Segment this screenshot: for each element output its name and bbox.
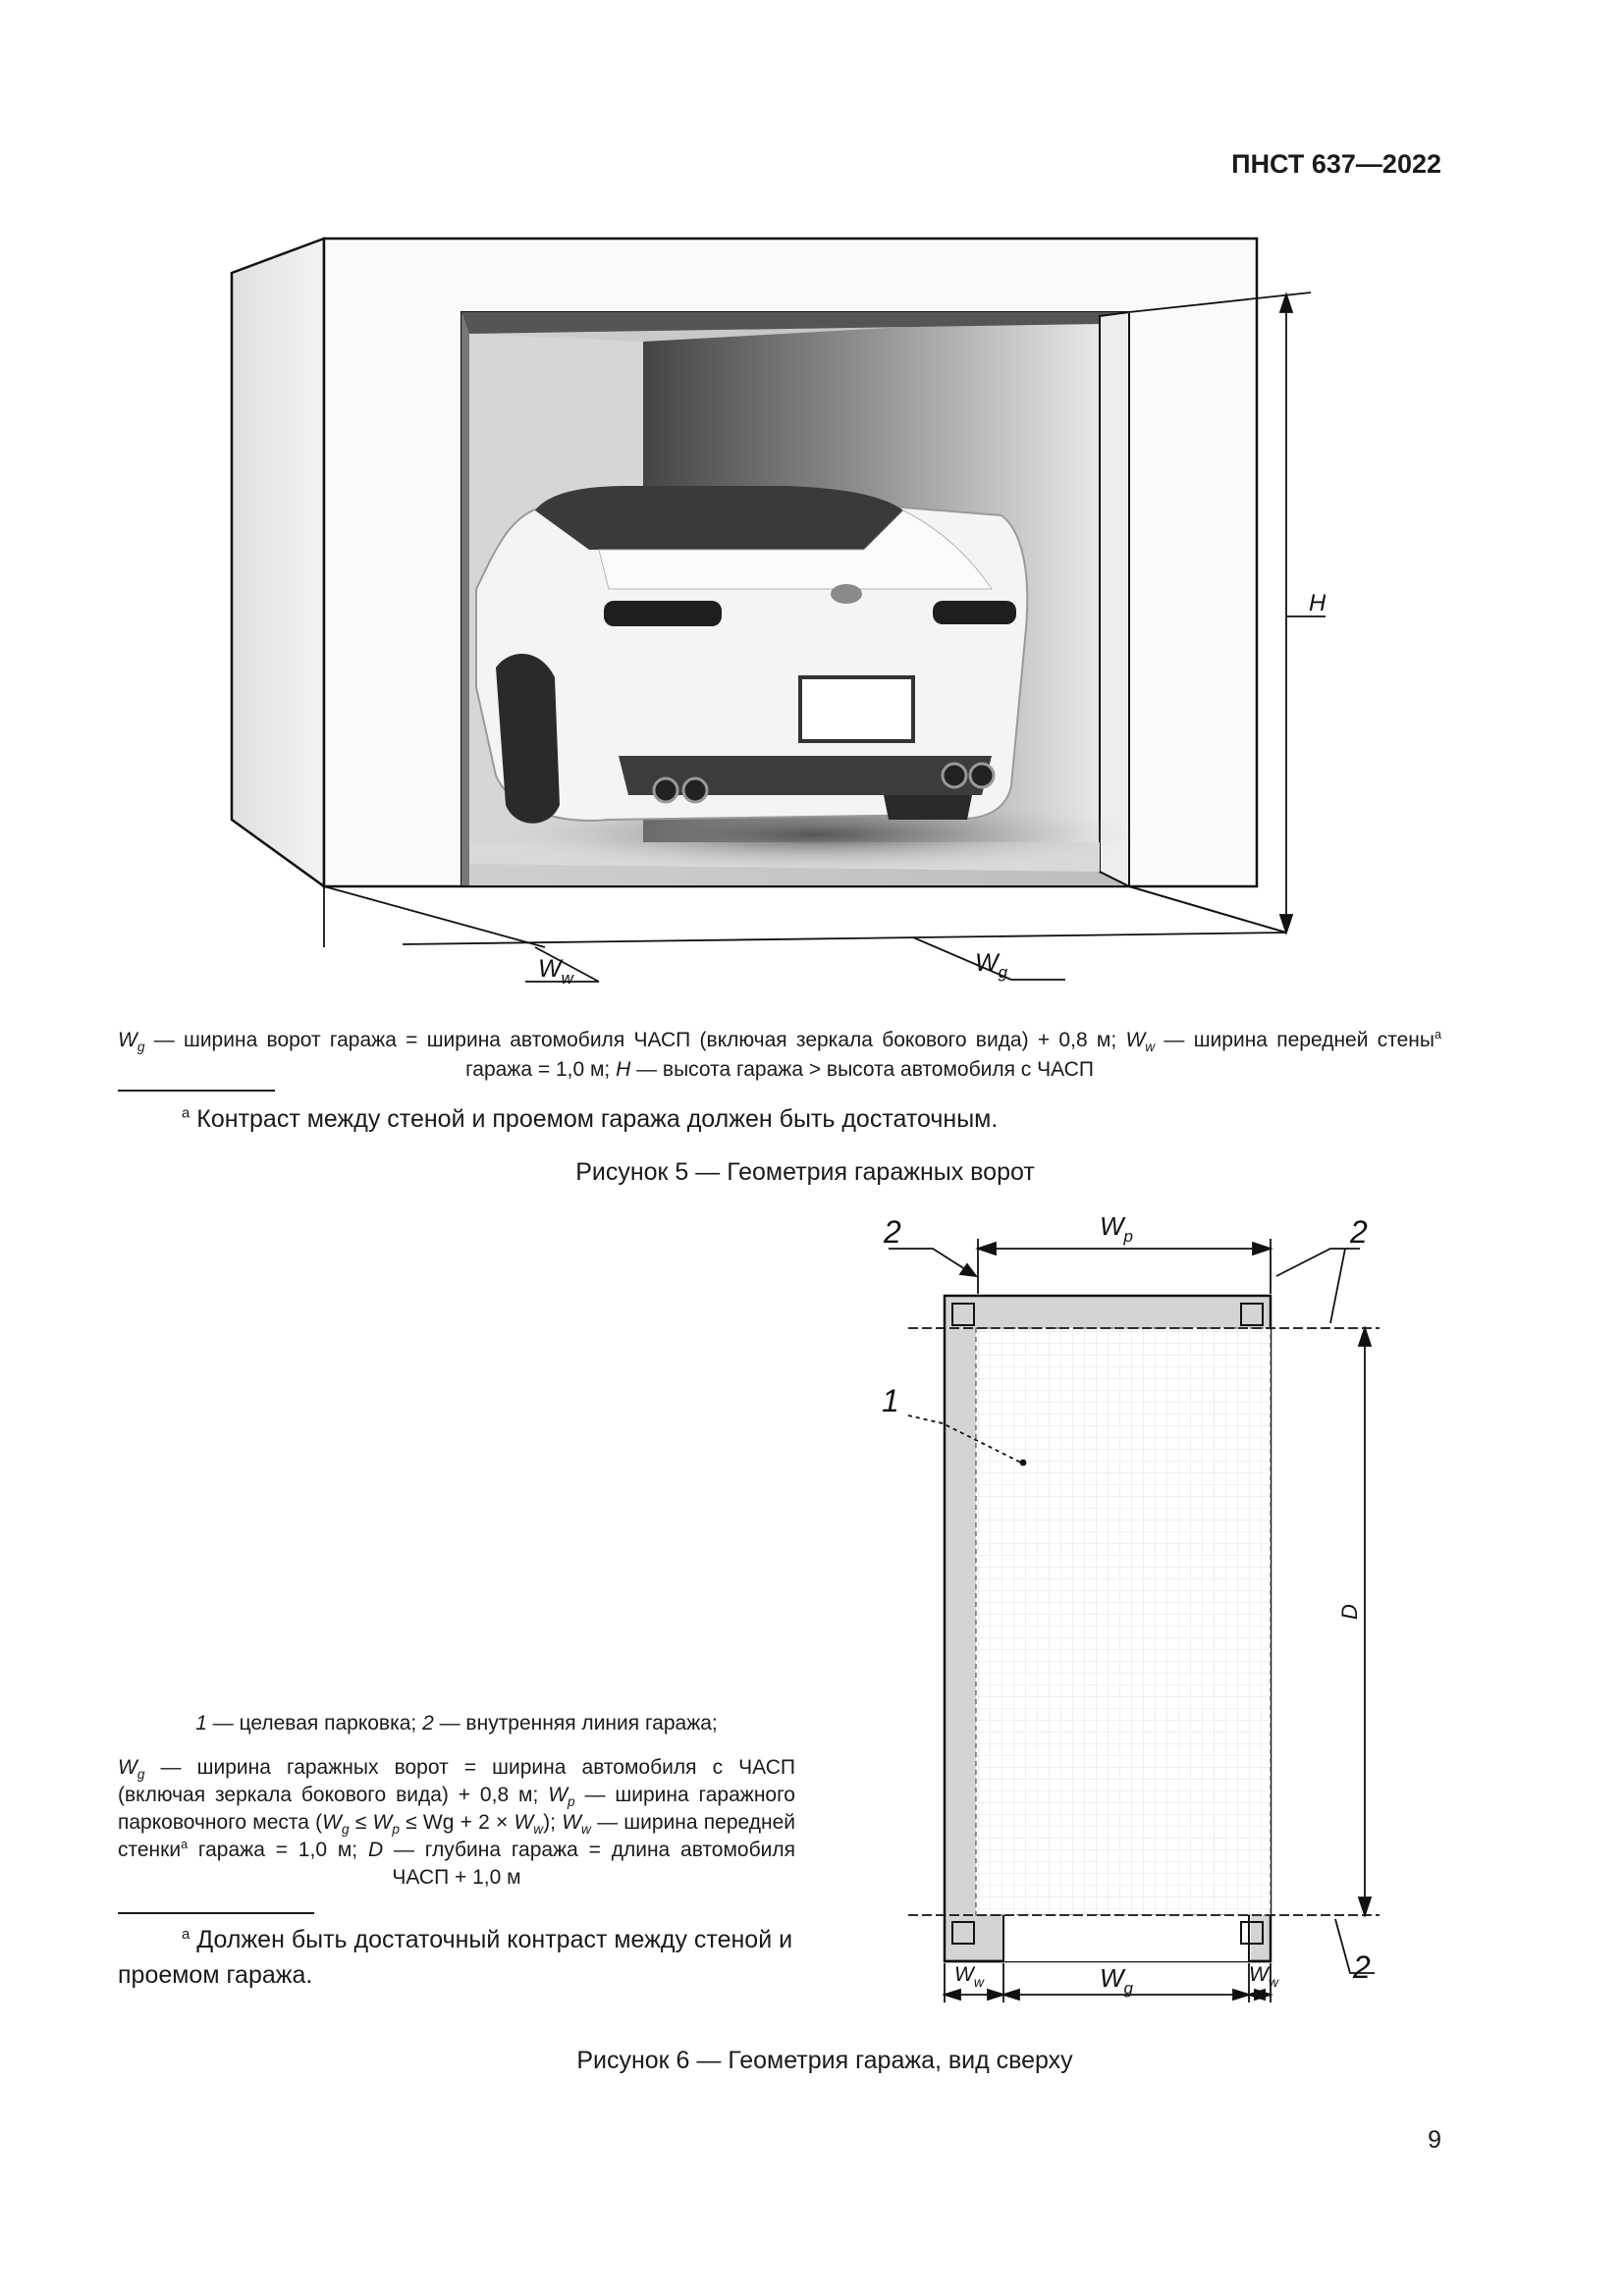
figure-5-garage-front xyxy=(216,221,1326,996)
label-Ww-left: $W_w$ xyxy=(954,1963,984,1990)
label-Wp: $W_p$ xyxy=(1100,1211,1134,1246)
garage-walls-plan xyxy=(945,1296,1271,1961)
label-2-left: 2 xyxy=(884,1214,901,1250)
figure-5-footnote: $^а$ Контраст между стеной и проемом гаража должен быть достаточным. xyxy=(182,1104,999,1133)
document-code: ПНСТ 637—2022 xyxy=(1231,149,1441,179)
page-number: 9 xyxy=(1428,2126,1441,2154)
label-2-right: 2 xyxy=(1350,1214,1368,1250)
label-Wg: $W_g$ xyxy=(1100,1963,1134,1998)
footnote-rule xyxy=(118,1912,314,1914)
figure-6-garage-top xyxy=(854,1202,1404,2022)
label-D: D xyxy=(1337,1604,1362,1620)
label-1: 1 xyxy=(882,1383,899,1418)
label-Ww-right: $W_w$ xyxy=(1249,1963,1278,1990)
figure-6-legend-numbers: 1 — целевая парковка; 2 — внутренняя линия гаража; xyxy=(195,1712,718,1735)
figure-5-caption: Рисунок 5 — Геометрия гаражных ворот xyxy=(575,1158,1035,1186)
figure-5-legend: $W_g$ — ширина ворот гаража = ширина автомобиля ЧАСП (включая зеркала бокового вида) + 0,8 м; $W_w$ — ширина передней стены$^а$ гаража = 1,0 м; H — высота гаража > высота автомобиля с ЧАСП xyxy=(118,1028,1441,1081)
label-Ww: $W_w$ xyxy=(538,955,573,988)
figure-6-legend: $W_g$ — ширина гаражных ворот = ширина автомобиля с ЧАСП (включая зеркала бокового вида) + 0,8 м; $W_p$ — ширина гаражного парковочного места $(W_g \le W_p \le Wg + 2 \times W_w)$; $W_w$ — ширина передней стенки$^а$ гаража = 1,0 м; D — глубина гаража = длина автомобиля ЧАСП + 1,0 м xyxy=(118,1756,795,1889)
figure-6-footnote: $^а$ Должен быть достаточный контраст между стеной и проемом гаража. xyxy=(118,1925,793,1989)
figure-6-caption: Рисунок 6 — Геометрия гаража, вид сверху xyxy=(576,2047,1073,2074)
label-H: H xyxy=(1309,590,1326,616)
label-Wg: $W_g$ xyxy=(975,949,1008,982)
label-2-bottom: 2 xyxy=(1353,1949,1371,1985)
footnote-rule xyxy=(118,1090,275,1092)
